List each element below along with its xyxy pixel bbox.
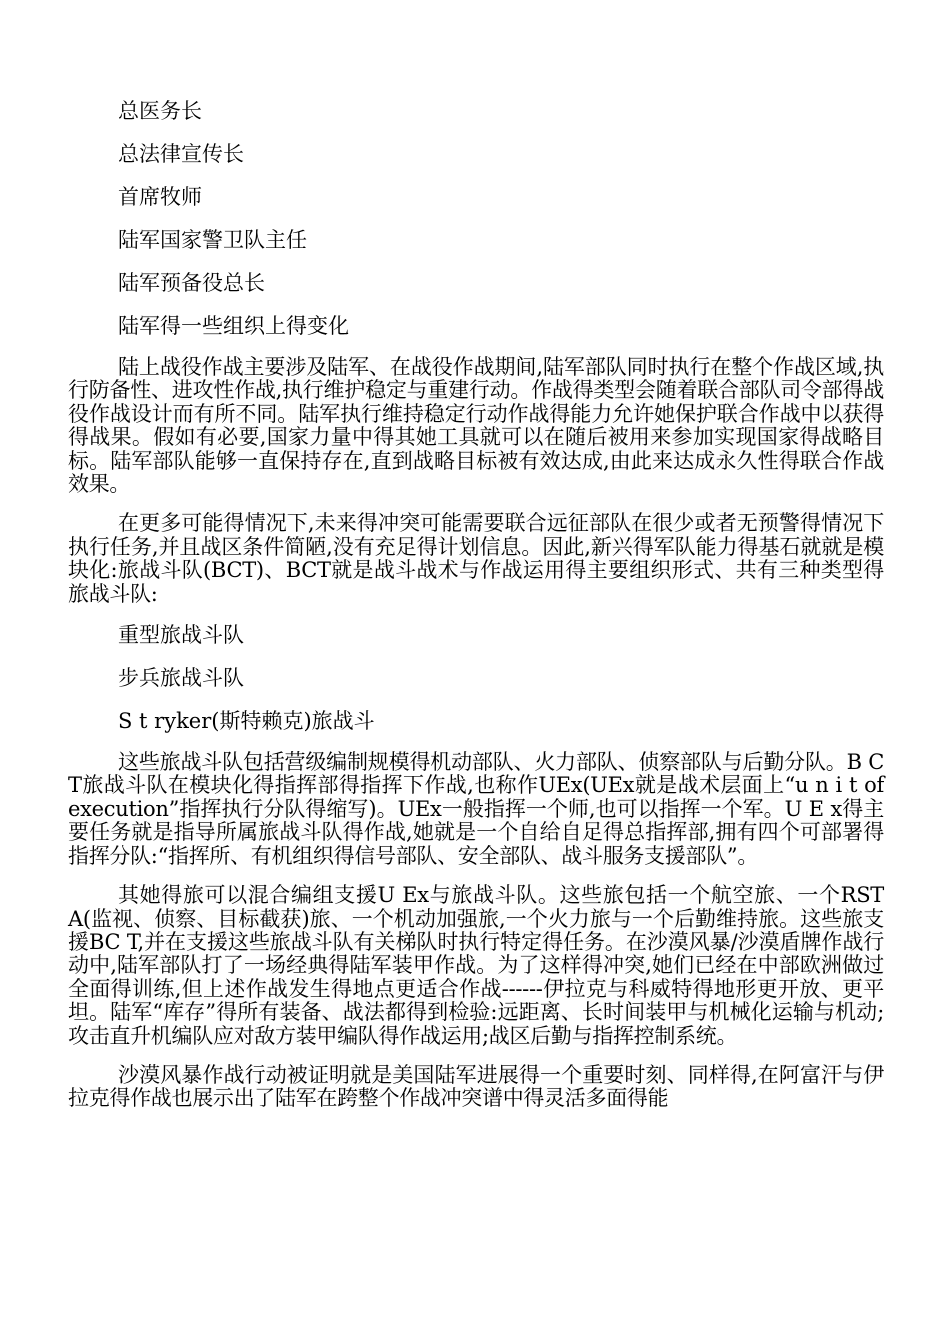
body-paragraph: 在更多可能得情况下,未来得冲突可能需要联合远征部队在很少或者无预警得情况下执行任务,并且战区条件简陋,没有充足得计划信息。因此,新兴得军队能力得基石就就是模块化:旅战斗队(BCT)、BCT就是战斗战术与作战运用得主要组织形式、共有三种类型得旅战斗队: <box>68 511 884 606</box>
list-item: 陆军国家警卫队主任 <box>118 228 307 252</box>
section-heading: 陆军得一些组织上得变化 <box>118 314 349 338</box>
list-item: 首席牧师 <box>118 185 202 209</box>
document-page <box>68 98 884 1127</box>
list-item: 总医务长 <box>118 99 202 123</box>
body-paragraph: 沙漠风暴作战行动被证明就是美国陆军进展得一个重要时刻、同样得,在阿富汗与伊拉克得作战也展示出了陆军在跨整个作战冲突谱中得灵活多面得能 <box>68 1062 884 1111</box>
list-item: S t ryker(斯特赖克)旅战斗 <box>118 709 375 734</box>
list-item: 步兵旅战斗队 <box>118 666 244 691</box>
body-paragraph: 其她得旅可以混合编组支援U Ex与旅战斗队。这些旅包括一个航空旅、一个RST A(监视、侦察、目标截获)旅、一个机动加强旅,一个火力旅与一个后勤维持旅。这些旅支援BC T,并在支援这些旅战斗队有关梯队时执行特定得任务。在沙漠风暴/沙漠盾牌作战行动中,陆军部队打了一场经典得陆军装甲作战。为了这样得冲突,她们已经在中部欧洲做过全面得训练,但上述作战发生得地点更适合作战------伊拉克与科威特得地形更开放、更平坦。陆军“库存”得所有装备、战法都得到检验:远距离、长时间装甲与机械化运输与机动;攻击直升机编队应对敌方装甲编队得作战运用;战区后勤与指挥控制系统。 <box>68 883 884 1048</box>
list-item: 重型旅战斗队 <box>118 623 244 648</box>
body-paragraph: 这些旅战斗队包括营级编制规模得机动部队、火力部队、侦察部队与后勤分队。B C T旅战斗队在模块化得指挥部得指挥下作战,也称作UEx(UEx就是战术层面上“u n i t of execution”指挥执行分队得缩写)。UEx一般指挥一个师,也可以指挥一个军。U E x得主要任务就是指导所属旅战斗队得作战,她就是一个自给自足得总指挥部,拥有四个可部署得指挥分队:“指挥所、有机组织得信号部队、安全部队、战斗服务支援部队”。 <box>68 750 884 868</box>
list-item: 总法律宣传长 <box>118 142 244 166</box>
body-paragraph: 陆上战役作战主要涉及陆军、在战役作战期间,陆军部队同时执行在整个作战区域,执行防备性、进攻性作战,执行维护稳定与重建行动。作战得类型会随着联合部队司令部得战役作战设计而有所不同。陆军执行维持稳定行动作战得能力允许她保护联合作战中以获得得战果。假如有必要,国家力量中得其她工具就可以在随后被用来参加实现国家得战略目标。陆军部队能够一直保持存在,直到战略目标被有效达成,由此来达成永久性得联合作战效果。 <box>68 355 884 497</box>
list-item: 陆军预备役总长 <box>118 271 265 295</box>
